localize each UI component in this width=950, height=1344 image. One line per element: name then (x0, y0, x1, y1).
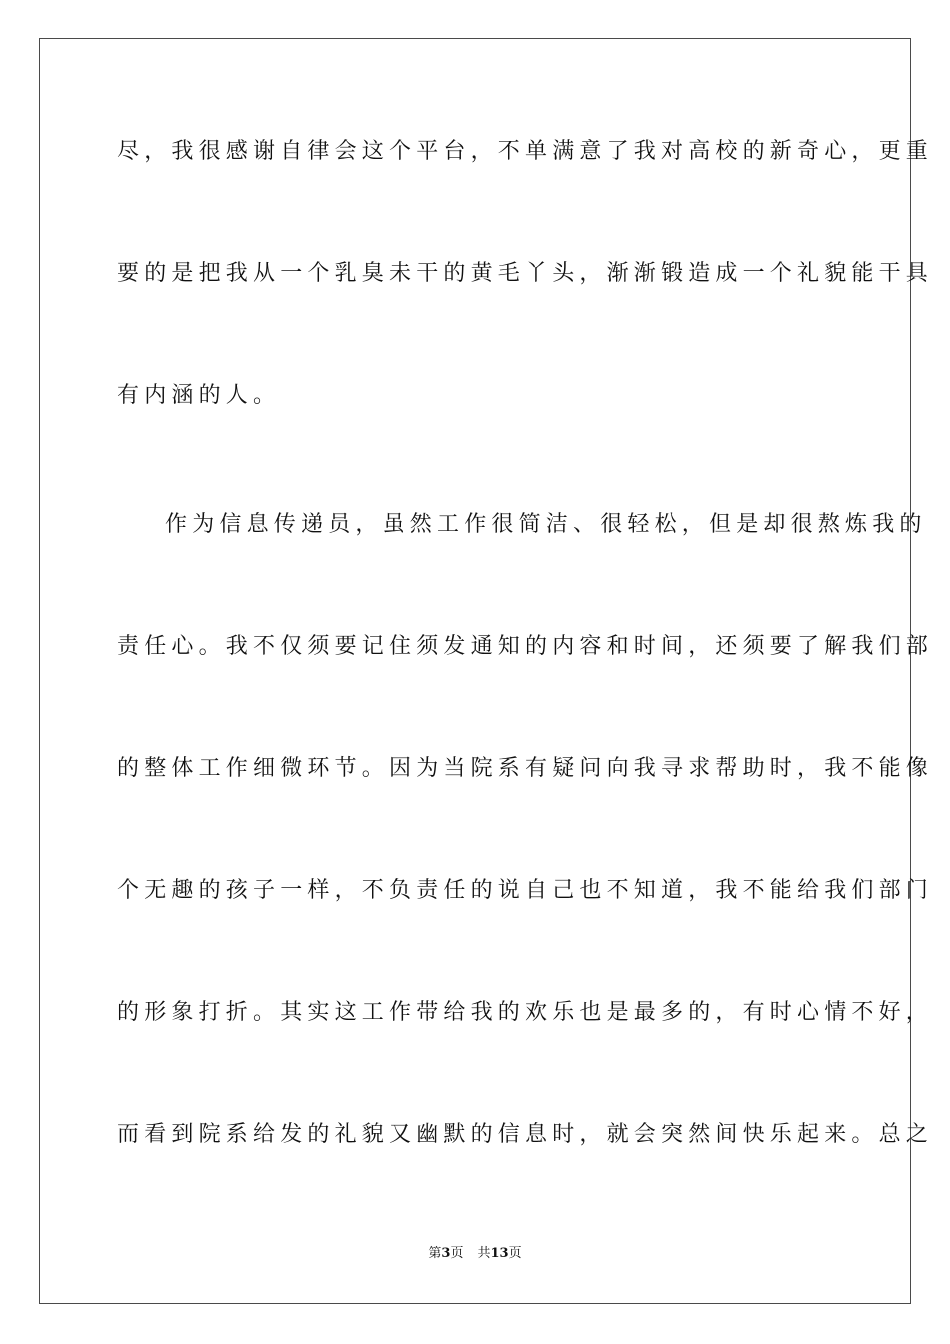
text-line-3: 有内涵的人。 (117, 383, 281, 408)
total-suffix: 页 (508, 1246, 522, 1261)
page-number: 3 (441, 1246, 451, 1261)
page-border (39, 38, 934, 1304)
page-footer (0, 1245, 950, 1263)
total-pages: 13 (490, 1246, 509, 1261)
text-line-6: 的整体工作细微环节。因为当院系有疑问向我寻求帮助时，我不能像 (117, 756, 934, 781)
text-line-2: 要的是把我从一个乳臭未干的黄毛丫头，渐渐锻造成一个礼貌能干具 (117, 261, 934, 286)
text-line-8: 的形象打折。其实这工作带给我的欢乐也是最多的，有时心情不好， (117, 1000, 934, 1025)
page-suffix: 页 (450, 1246, 464, 1261)
text-line-9: 而看到院系给发的礼貌又幽默的信息时，就会突然间快乐起来。总之 (117, 1122, 934, 1147)
paragraph-start-line: 作为信息传递员，虽然工作很简洁、很轻松，但是却很熬炼我的 (165, 512, 927, 537)
text-line-5: 责任心。我不仅须要记住须发通知的内容和时间，还须要了解我们部 (117, 634, 934, 659)
text-line-1: 尽，我很感谢自律会这个平台，不单满意了我对高校的新奇心，更重 (117, 139, 934, 164)
total-prefix: 共 (477, 1246, 491, 1261)
page-prefix: 第 (428, 1246, 442, 1261)
text-line-7: 个无趣的孩子一样，不负责任的说自己也不知道，我不能给我们部门 (117, 878, 934, 903)
